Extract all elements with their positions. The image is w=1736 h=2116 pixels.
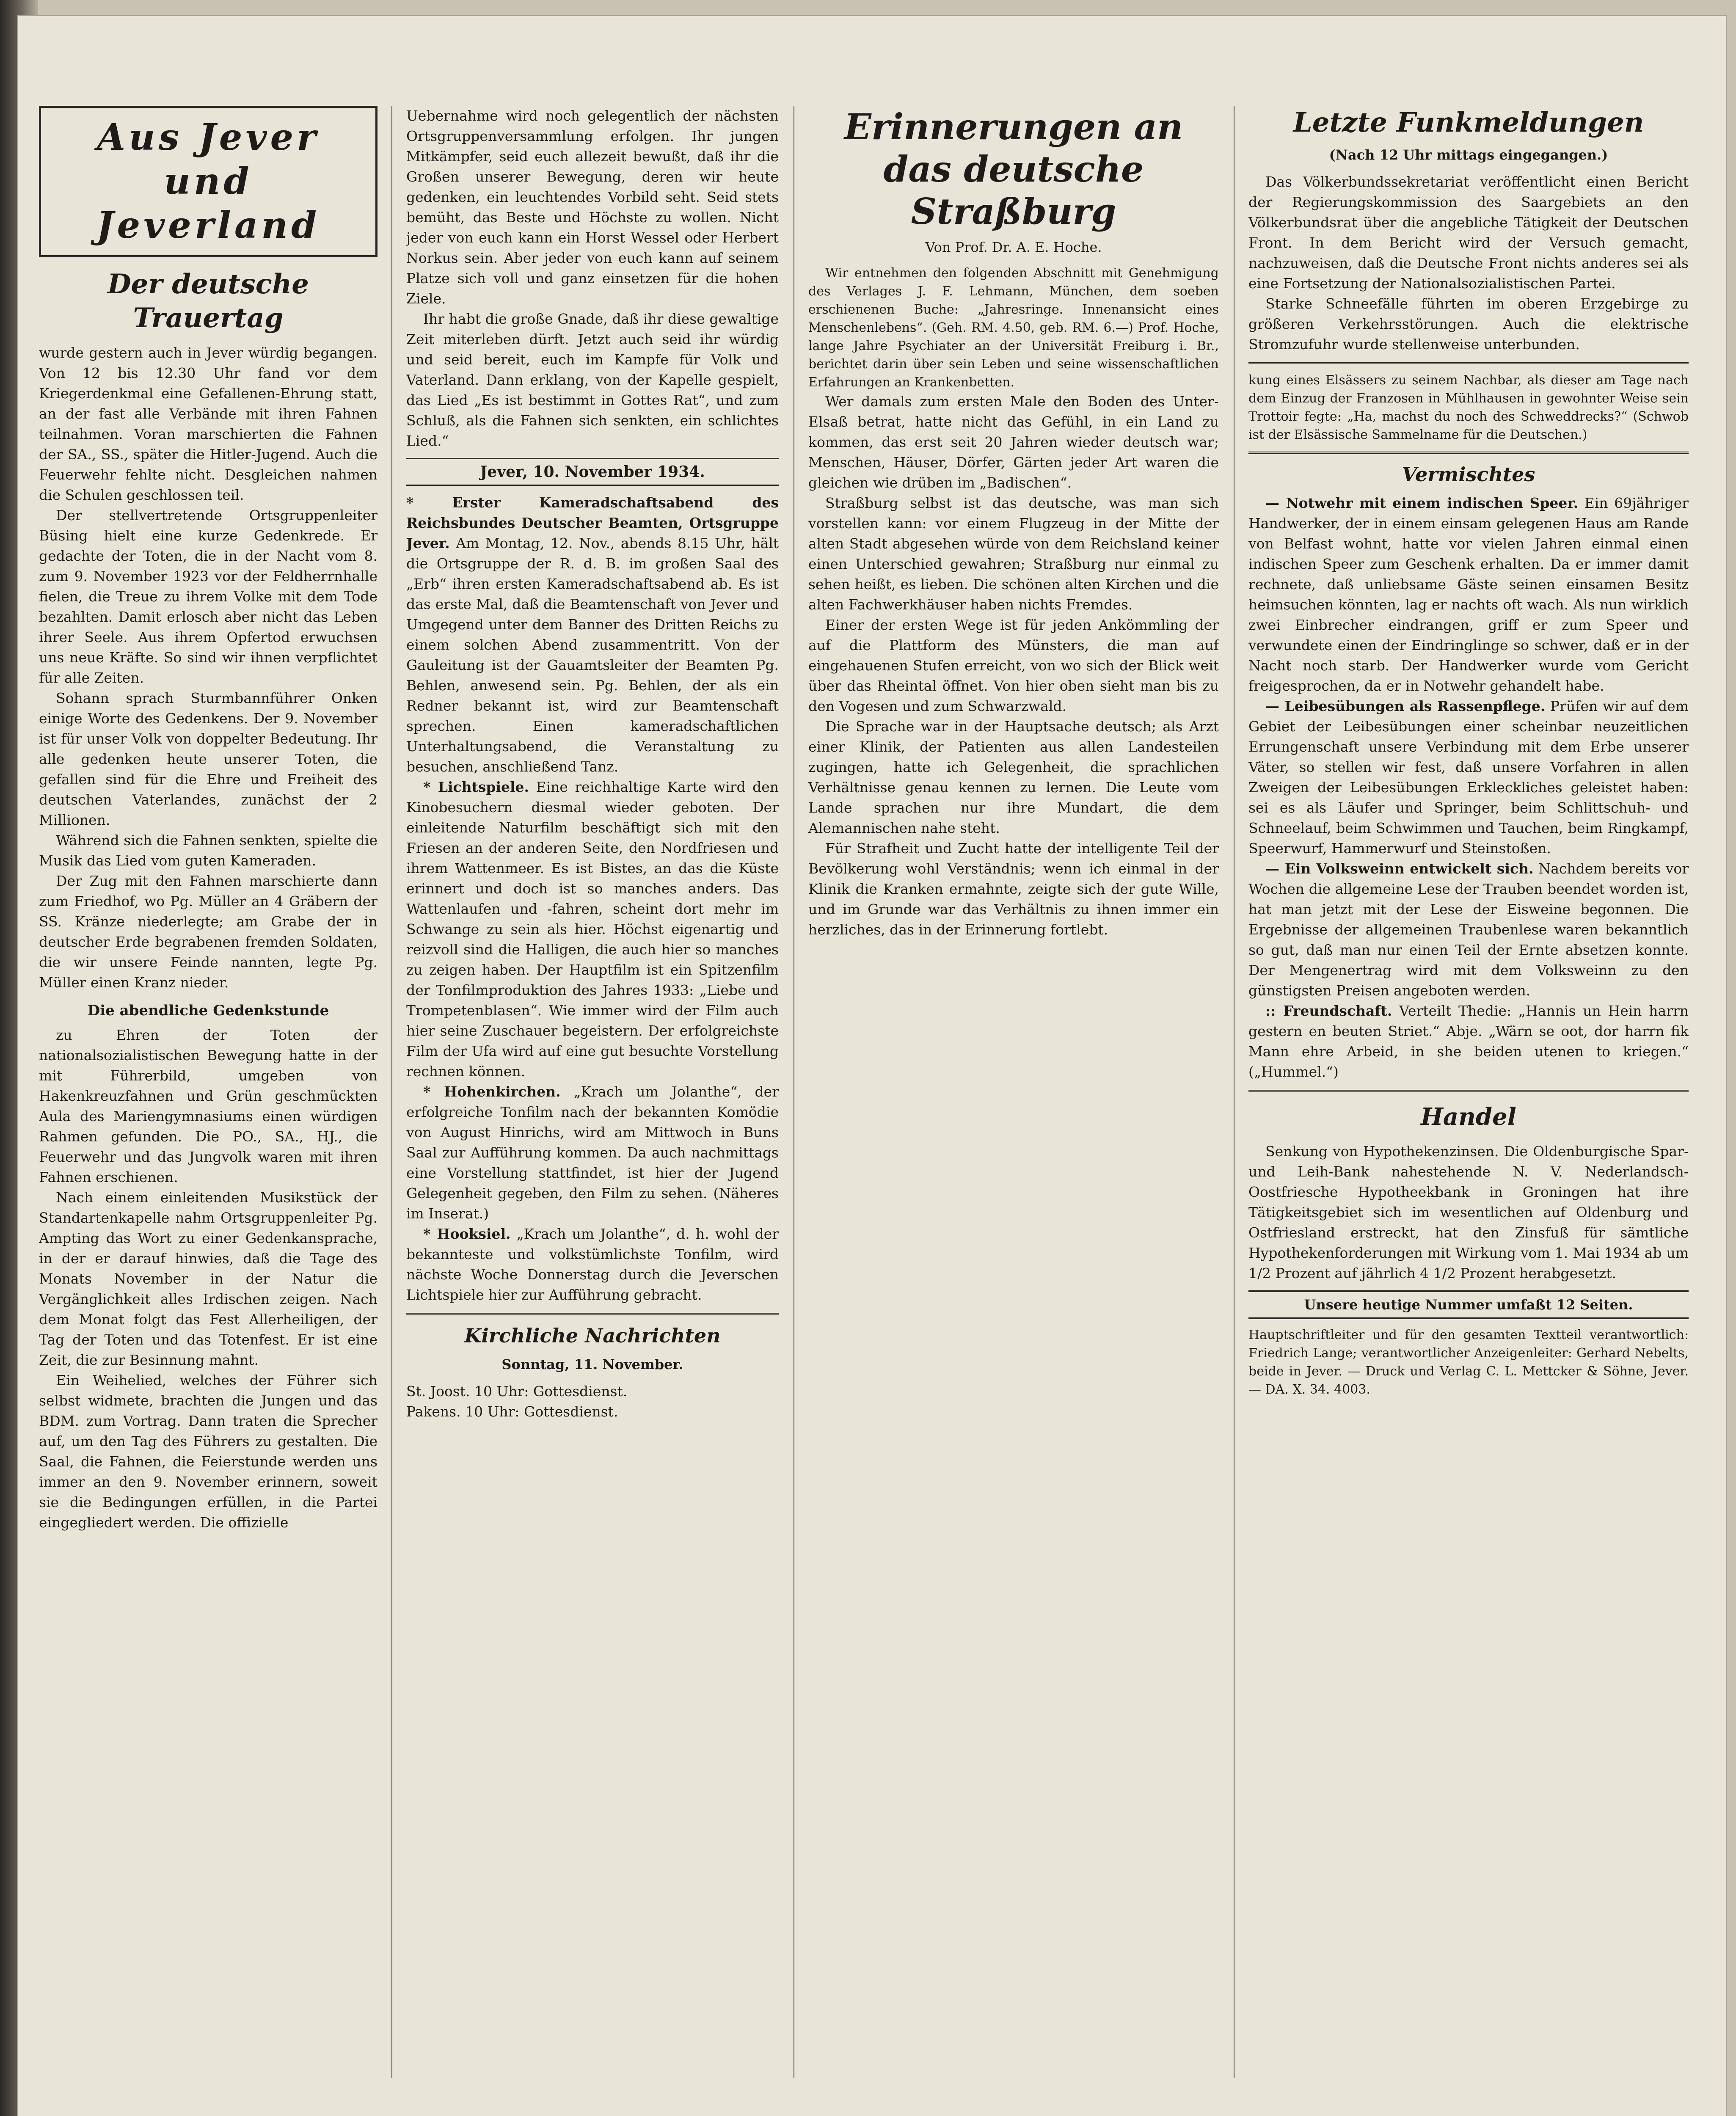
article-headline: Der deutsche Trauertag — [107, 268, 309, 334]
news-item — [406, 1082, 779, 1224]
section-masthead: Aus Jever und Jeverland — [96, 116, 320, 247]
section-divider — [1248, 362, 1689, 364]
commerce-title: Handel — [1421, 1103, 1516, 1131]
misc-item-title: :: Freundschaft. — [1265, 1003, 1392, 1019]
column-3 — [808, 106, 1219, 2078]
misc-item-text: Nachdem bereits vor Wochen die allgemeine Lese der Trauben beendet worden ist, hat man jetzt mit der Lese der Eisweine begonnen. Die Ergebnisse der allgemeinen Traubenlese waren bekanntlich so gut, daß man nur einen Teil der Ernte absetzen konnte. Der Mengenertrag wird mit dem Volksweinn zu den günstigsten Preisen angeboten werden. — [1248, 860, 1689, 999]
misc-item-text: Ein 69jähriger Handwerker, der in einem einsam gelegenen Haus am Rande von Belfast wohnt, hatte vor vielen Jahren einmal einen indischen Speer zum Geschenk erhalten. Da er immer damit rechnete, daß unliebsame Gäste seinen einsamen Besitz heimsuchen könnten, lag er nachts oft wach. Als nun wirklich zwei Einbrecher eindrangen, griff er zum Speer und verwundete einen der Eindringlinge so schwer, daß er in der Nacht noch starb. Der Handwerker wurde vom Gericht freigesprochen, da er in Notwehr gehandelt habe. — [1248, 495, 1689, 694]
misc-item — [1248, 859, 1689, 1001]
misc-item-title: — Leibesübungen als Rassenpflege. — [1265, 698, 1546, 714]
masthead-frame — [39, 106, 378, 257]
commerce-item: Senkung von Hypothekenzinsen. Die Oldenburgische Spar- und Leih-Bank nahestehende N. V. Nederlandsch-Oostfriesche Hypotheekbank in Groningen hat ihre Tätigkeitsgebiet sich im wesentlichen auf Oldenburg und Ostfriesland erstreckt, hat den Zinsfuß für sämtliche Hypothekenforderungen mit Wirkung vom 1. Mai 1934 ab um 1/2 Prozent auf jährlich 4 1/2 Prozent herabgesetzt. — [1248, 1143, 1689, 1281]
column-4 — [1248, 106, 1689, 2078]
article-paragraph: Straßburg selbst ist das deutsche, was man sich vorstellen kann: vor einem Flugzeug in der Mitte der alten Stadt abgesehen würde von dem Reichsland keiner einen Unterschied gewahren; Straßburg nur einmal zu sehen heißt, es lieben. Die schönen alten Kirchen und die alten Fachwerkhäuser haben nichts Fremdes. — [808, 495, 1219, 613]
section-divider — [1248, 452, 1689, 454]
news-item-title: * Lichtspiele. — [423, 779, 529, 795]
issue-page-note: Unsere heutige Nummer umfaßt 12 Seiten. — [1248, 1290, 1689, 1319]
article-paragraph: Wer damals zum ersten Male den Boden des Unter-Elsaß betrat, hatte nicht das Gefühl, in ein Land zu kommen, das erst seit 20 Jahren wieder deutsch war; Menschen, Häuser, Dörfer, Gärten jeder Art waren die gleichen wie drüben im „Badischen“. — [808, 393, 1219, 491]
article-paragraph: Für Strafheit und Zucht hatte der intelligente Teil der Bevölkerung wohl Verständnis; wenn ich einmal in der Klinik die Kranken ermahnte, zeigte sich der gute Wille, und im Grunde war das Verhältnis zu ihnen immer ein herzliches, das in der Erinnerung fortlebt. — [808, 840, 1219, 938]
misc-item-text: Prüfen wir auf dem Gebiet der Leibesübungen einer scheinbar neuzeitlichen Errungenschaft unsere Verbindung mit dem Erbe unserer Väter, so stellen wir fest, daß unsere Vorfahren in allen Zweigen der Leibesübungen Erkleckliches geleistet haben: sei es als Läufer und Springer, beim Schlittschuh- und Schneelauf, beim Schwimmen und Tauchen, beim Ringkampf, Speerwurf, Hammerwurf und Steinstoßen. — [1248, 698, 1689, 857]
news-item-text: Am Montag, 12. Nov., abends 8.15 Uhr, hält die Ortsgruppe der R. d. B. im großen Saal des „Erb“ ihren ersten Kameradschaftsabend ab. Es ist das erste Mal, daß die Beamtenschaft von Jever und Umgegend unter dem Banner des Dritten Reichs zu einem solchen Abend zusammentritt. Von der Gauleitung ist der Gauamtsleiter der Beamten Pg. Behlen, anwesend sein. Pg. Behlen, der als ein Redner bekannt ist, wird zur Beamtenschaft sprechen. Einen kameradschaftlichen Unterhaltungsabend, die Veranstaltung zu besuchen, anschließend Tanz. — [406, 535, 779, 775]
news-item — [406, 777, 779, 1082]
news-item-text: „Krach um Jolanthe“, d. h. wohl der bekannteste und volkstümlichste Tonfilm, wird nächste Woche Donnerstag durch die Jeverschen Lichtspiele hier zur Aufführung gebracht. — [406, 1226, 779, 1303]
article-paragraph: wurde gestern auch in Jever würdig begangen. Von 12 bis 12.30 Uhr fand vor dem Kriegerdenkmal eine Gefallenen-Ehrung statt, an der fast alle Verbände mit ihren Fahnen teilnahmen. Voran marschierten die Fahnen der SA., SS., später die Hitler-Jugend. Auch die Feuerwehr fehlte nicht. Desgleichen nahmen die Schulen geschlossen teil. — [39, 344, 378, 503]
article-paragraph: Ein Weihelied, welches der Führer sich selbst widmete, brachten die Jungen und das BDM. zum Vortrag. Dann traten die Sprecher auf, um den Tag des Führers zu gestalten. Die Saal, die Fahnen, die Feierstunde werden uns immer an den 9. November erinnern, soweit sie die Bedingungen erfüllen, in die Partei eingegliedert werden. Die offizielle — [39, 1372, 378, 1531]
news-item — [406, 1224, 779, 1305]
church-news-title: Kirchliche Nachrichten — [464, 1324, 721, 1347]
article-paragraph: Der Zug mit den Fahnen marschierte dann zum Friedhof, wo Pg. Müller an 4 Gräbern der SS. Kränze niederlegte; am Grabe der in deutscher Erde begrabenen fremden Soldaten, die wir unsere Feinde nannten, legte Pg. Müller einen Kranz nieder. — [39, 873, 378, 991]
imprint: Hauptschriftleiter und für den gesamten Textteil verantwortlich: Friedrich Lange; verantwortlicher Anzeigenleiter: Gerhard Nebelts, beide in Jever. — Druck und Verlag C. L. Mettcker & Söhne, Jever. — DA. X. 34. 4003. — [1248, 1328, 1689, 1397]
article-paragraph: Der stellvertretende Ortsgruppenleiter Büsing hielt eine kurze Gedenkrede. Er gedachte der Toten, die in der Nacht vom 8. zum 9. November 1923 vor der Feldherrnhalle fielen, die Treue zu ihrem Volke mit dem Tode bezahlten. Damit erlosch aber nicht das Leben ihrer Seele. Aus ihrem Opfertod erwuchsen uns neue Kräfte. So sind wir ihnen verpflichtet für alle Zeiten. — [39, 507, 378, 686]
news-item-text: „Krach um Jolanthe“, der erfolgreiche Tonfilm nach der bekannten Komödie von August Hinrichs, wird am Mittwoch in Buns Saal zur Aufführung kommen. Da auch nachmittags eine Vorstellung stattfindet, ist hier der Jugend Gelegenheit gegeben, den Film zu sehen. (Näheres im Inserat.) — [406, 1083, 779, 1222]
section-divider — [406, 1313, 779, 1315]
misc-title: Vermischtes — [1402, 463, 1535, 486]
column-1 — [39, 106, 378, 2078]
church-news-date: Sonntag, 11. November. — [502, 1356, 683, 1372]
dateline: Jever, 10. November 1934. — [406, 458, 779, 486]
article-paragraph: Die Sprache war in der Hauptsache deutsch; als Arzt einer Klinik, der Patienten aus allen Landesteilen zugingen, hatte ich Gelegenheit, die sprachlichen Verhältnisse genau kennen zu lernen. Die Leute vom Lande sprachen nur ihre Mundart, die dem Alemannischen nahe steht. — [808, 718, 1219, 836]
news-item-title: * Hooksiel. — [423, 1226, 511, 1242]
misc-item-title: — Ein Volksweinn entwickelt sich. — [1265, 860, 1534, 877]
misc-item — [1248, 696, 1689, 859]
article-paragraph: Ihr habt die große Gnade, daß ihr diese gewaltige Zeit miterleben dürft. Jetzt auch seid ihr würdig und seid bereit, euch im Kampfe für Volk und Vaterland. Dann erklang, von der Kapelle gespielt, das Lied „Es ist bestimmt in Gottes Rat“, und zum Schluß, als die Fahnen sich senkten, ein schlichtes Lied.“ — [406, 311, 779, 449]
feature-headline: Erinnerungen an das deutsche Straßburg — [844, 106, 1183, 232]
article-paragraph: Während sich die Fahnen senkten, spielte die Musik das Lied vom guten Kameraden. — [39, 832, 378, 869]
news-item-title: * Hohenkirchen. — [423, 1083, 561, 1100]
article-paragraph: Uebernahme wird noch gelegentlich der nächsten Ortsgruppenversammlung erfolgen. Ihr jungen Mitkämpfer, seid euch allezeit bewußt, daß ihr die Großen unserer Bewegung, deren wir heute gedenken, ein leuchtendes Vorbild seht. Seid stets bemüht, das Beste und Höchste zu wollen. Nicht jeder von euch kann ein Horst Wessel oder Herbert Norkus sein. Aber jeder von euch kann auf seinem Platze sich voll und ganz einsetzen für die hohen Ziele. — [406, 107, 779, 307]
misc-item-text: Verteilt Thedie: „Hannis un Hein harrn gestern en beuten Striet.“ Abje. „Wärn se oot, dor harrn fik Mann ehre Arbeid, in she beiden utenen to kriegen.“ („Hummel.“) — [1248, 1003, 1689, 1080]
news-item-title: * Erster Kameradschaftsabend des Reichsbundes Deutscher Beamten, Ortsgruppe Jever. — [406, 494, 779, 551]
column-2 — [406, 106, 779, 2078]
section-divider — [1248, 1090, 1689, 1092]
article-paragraph: Nach einem einleitenden Musikstück der Standartenkapelle nahm Ortsgruppenleiter Pg. Ampting das Wort zu einer Gedenkansprache, in der er darauf hinwies, daß die Tage des Monats November in der Natur die Vergänglichkeit alles Irdischen zeigen. Nach dem Monat folgt das Fest Allerheiligen, der Tag der Toten und das Totenfest. Er ist eine Zeit, die zur Besinnung mahnt. — [39, 1189, 378, 1368]
radio-news-title: Letzte Funkmeldungen — [1293, 107, 1644, 138]
radio-news-item: Starke Schneefälle führten im oberen Erzgebirge zu größeren Verkehrsstörungen. Auch die elektrische Stromzufuhr wurde stellenweise unterbunden. — [1248, 295, 1689, 353]
article-paragraph: zu Ehren der Toten der nationalsozialistischen Bewegung hatte in der mit Führerbild, umgeben von Hakenkreuzfahnen und Grün geschmückten Aula des Mariengymnasiums einen würdigen Rahmen gefunden. Die PO., SA., HJ., die Feuerwehr und das Jungvolk waren mit ihren Fahnen erschienen. — [39, 1027, 378, 1185]
feature-byline: Von Prof. Dr. A. E. Hoche. — [925, 239, 1102, 255]
news-item-text: Eine reichhaltige Karte wird den Kinobesuchern diesmal wieder geboten. Der einleitende Naturfilm beschäftigt sich mit den Friesen an der anderen Seite, den Nordfriesen und ihrem Wattenmeer. Es ist Bistes, an das die Küste erinnert und doch ist so manches anders. Das Wattenlaufen und -fahren, scheint dort mehr im Schwange zu sein als hier. Höchst eigenartig und reizvoll sind die Halligen, die auch hier so manches zu zeigen haben. Der Hauptfilm ist ein Spitzenfilm der Tonfilmproduktion des Jahres 1933: „Liebe und Trompetenblasen“. Wie immer wird der Film auch hier seine Zuschauer begeistern. Der erfolgreichste Film der Ufa wird auf eine gut besuchte Vorstellung rechnen können. — [406, 779, 779, 1080]
article-paragraph: Sohann sprach Sturmbannführer Onken einige Worte des Gedenkens. Der 9. November ist für unser Volk von doppelter Bedeutung. Ihr alle gedenken heute unserer Toten, die gefallen sind für die Ehre und Freiheit des deutschen Vaterlandes, zunächst der 2 Millionen. — [39, 690, 378, 828]
misc-item-title: — Notwehr mit einem indischen Speer. — [1265, 495, 1579, 511]
misc-item — [1248, 1001, 1689, 1082]
radio-news-subtitle: (Nach 12 Uhr mittags eingegangen.) — [1329, 147, 1608, 163]
news-item — [406, 493, 779, 777]
misc-item — [1248, 493, 1689, 696]
article-paragraph: Einer der ersten Wege ist für jeden Ankömmling der auf die Plattform des Münsters, die man auf eingehauenen Stufen erreicht, von wo sich der Blick weit über das Rheintal öffnet. Von hier oben sieht man bis zu den Vogesen und zum Schwarzwald. — [808, 617, 1219, 714]
column-rule — [391, 106, 392, 2078]
church-news-line: Pakens. 10 Uhr: Gottesdienst. — [406, 1403, 618, 1420]
radio-news-item: Das Völkerbundssekretariat veröffentlicht einen Bericht der Regierungskommission des Saargebiets an den Völkerbundsrat über die angebliche Tätigkeit der Deutschen Front. In dem Bericht wird der Versuch gemacht, nachzuweisen, daß die Deutsche Front nichts anderes sei als eine Fortsetzung der Nationalsozialistischen Partei. — [1248, 174, 1689, 292]
church-news-line: St. Joost. 10 Uhr: Gottesdienst. — [406, 1383, 628, 1400]
feature-intro: Wir entnehmen den folgenden Abschnitt mit Genehmigung des Verlages J. F. Lehmann, München, dem soeben erschienenen Buche: „Jahresringe. Innenansicht eines Menschenlebens“. (Geh. RM. 4.50, geb. RM. 6.—) Prof. Hoche, lange Jahre Psychiater an der Universität Freiburg i. Br., berichtet darin über sein Leben und seine wissenschaftlichen Erfahrungen an Krankenbetten. — [808, 266, 1219, 390]
article-subhead: Die abendliche Gedenkstunde — [87, 1002, 329, 1019]
continuation-text: kung eines Elsässers zu seinem Nachbar, als dieser am Tage nach dem Einzug der Franzosen in Mühlhausen in gewohnter Weise sein Trottoir fegte: „Ha, machst du noch des Schweddrecks?“ (Schwob ist der Elsässische Sammelname für die Deutschen.) — [1248, 373, 1689, 442]
